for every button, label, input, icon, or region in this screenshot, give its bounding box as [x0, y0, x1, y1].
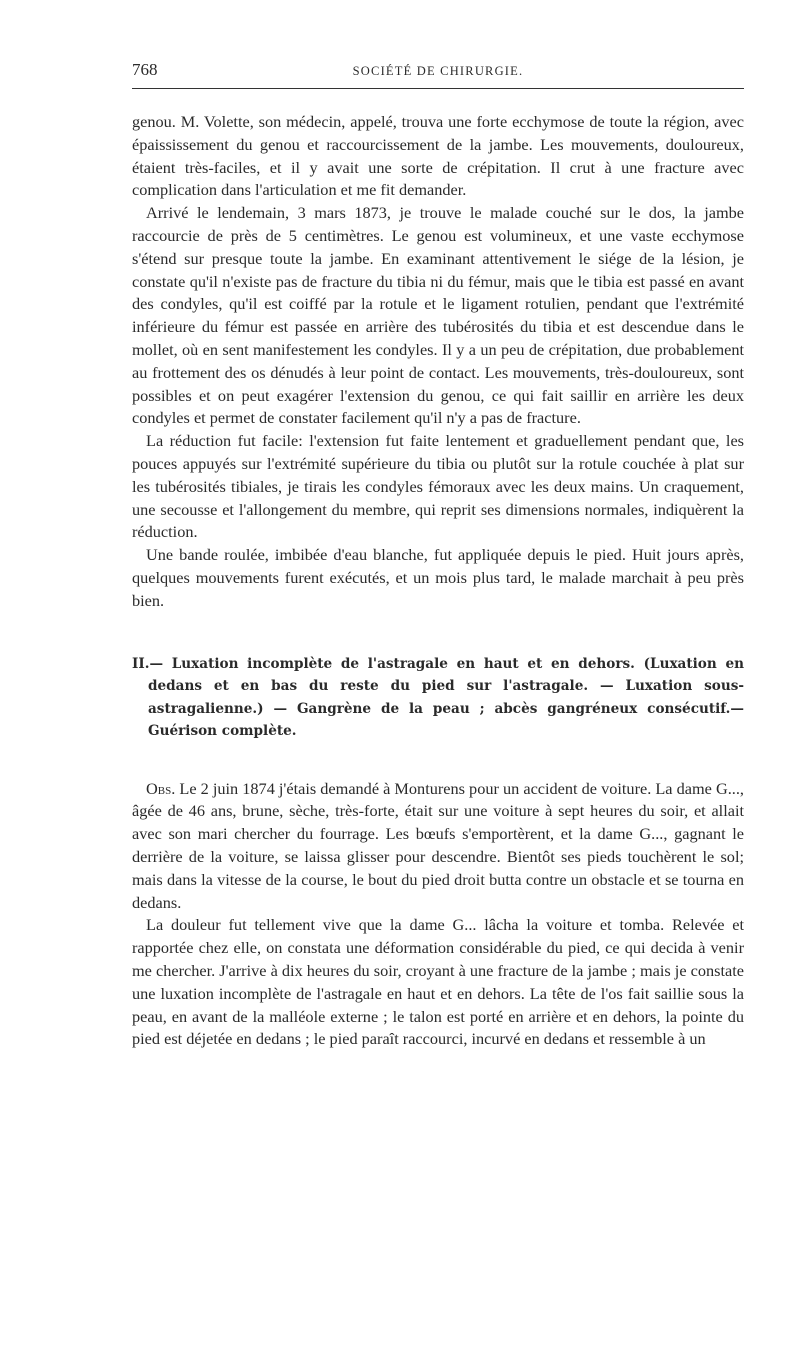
paragraph-continuation: genou. M. Volette, son médecin, appelé, trouva une forte ecchymose de toute la région, avec épaississement du genou et raccourcissement de la jambe. Les mouvements, douloureux, étaient très-faciles, et il y avait une sorte de crépitation. Il crut à une fracture avec complication dans l'articulation et me fit demander. [132, 112, 744, 200]
body-text [132, 111, 744, 613]
page-header [132, 58, 744, 89]
section-heading: II.— Luxation incomplète de l'astragale en haut et en dehors. (Luxation en dedans et en bas du reste du pied sur l'astragale. — Luxation sous-astragalienne.) — Gangrène de la peau ; abcès gangréneux consécutif.— Guérison complète. [132, 655, 744, 740]
paragraph: Arrivé le lendemain, 3 mars 1873, je trouve le malade couché sur le dos, la jambe raccourcie de près de 5 centimètres. Le genou est volumineux, et une vaste ecchymose s'étend sur presque toute la jambe. En examinant attentivement le siége de la lésion, je constate qu'il n'existe pas de fracture du tibia ni du fémur, mais que le tibia est passé en avant des condyles, qu'il est coiffé par la rotule et le ligament rotulien, pendant que l'extrémité inférieure du fémur est passée en arrière des tubérosités du tibia et est descendue dans le mollet, où en sent manifestement les condyles. Il y a un peu de crépitation, due probablement au frottement des os dénudés à leur point de contact. Les mouvements, très-douloureux, sont possibles et on peut exagérer l'extension du genou, ce qui fait saillir en arrière les deux condyles et permet de constater facilement qu'il n'y a pas de fracture. [132, 203, 744, 428]
book-page [132, 58, 744, 1051]
observation-paragraph [132, 778, 744, 915]
running-title: SOCIÉTÉ DE CHIRURGIE. [352, 64, 524, 78]
observation-label: Obs. [146, 778, 176, 798]
observation-text: Le 2 juin 1874 j'étais demandé à Monturens pour un accident de voiture. La dame G..., âgée de 46 ans, brune, sèche, très-forte, était sur une voiture à sept heures du soir, et allait avec son mari chercher du fourrage. Les bœufs s'emportèrent, et la dame G..., gagnant le derrière de la voiture, se laissa glisser pour descendre. Bientôt ses pieds touchèrent le sol; mais dans la vitesse de la course, le bout du pied droit butta contre un obstacle et se tourna en dedans. [132, 778, 744, 912]
paragraph: La réduction fut facile: l'extension fut faite lentement et graduellement pendant que, les pouces appuyés sur l'extrémité supérieure du tibia ou plutôt sur la rotule couchée à plat sur les tubérosités tibiales, je tirais les condyles fémoraux avec les deux mains. Un craquement, une secousse et l'allongement du membre, qui reprit ses dimensions normales, indiquèrent la réduction. [132, 431, 744, 542]
paragraph: La douleur fut tellement vive que la dame G... lâcha la voiture et tomba. Relevée et rapportée chez elle, on constata une déformation considérable du pied, ce qui decida à venir me chercher. J'arrive à dix heures du soir, croyant à une fracture de la jambe ; mais je constate une luxation incomplète de l'astragale en haut et en dehors. La tête de l'os fait saillie sous la peau, en avant de la malléole externe ; le talon est porté en arrière et en dehors, la pointe du pied est déjetée en dedans ; le pied paraît raccourci, incurvé en dedans et ressemble à un [132, 915, 744, 1049]
page-number: 768 [132, 60, 158, 79]
observation [132, 778, 744, 1052]
paragraph: Une bande roulée, imbibée d'eau blanche, fut appliquée depuis le pied. Huit jours après, quelques mouvements furent exécutés, et un mois plus tard, le malade marchait à peu près bien. [132, 545, 744, 610]
